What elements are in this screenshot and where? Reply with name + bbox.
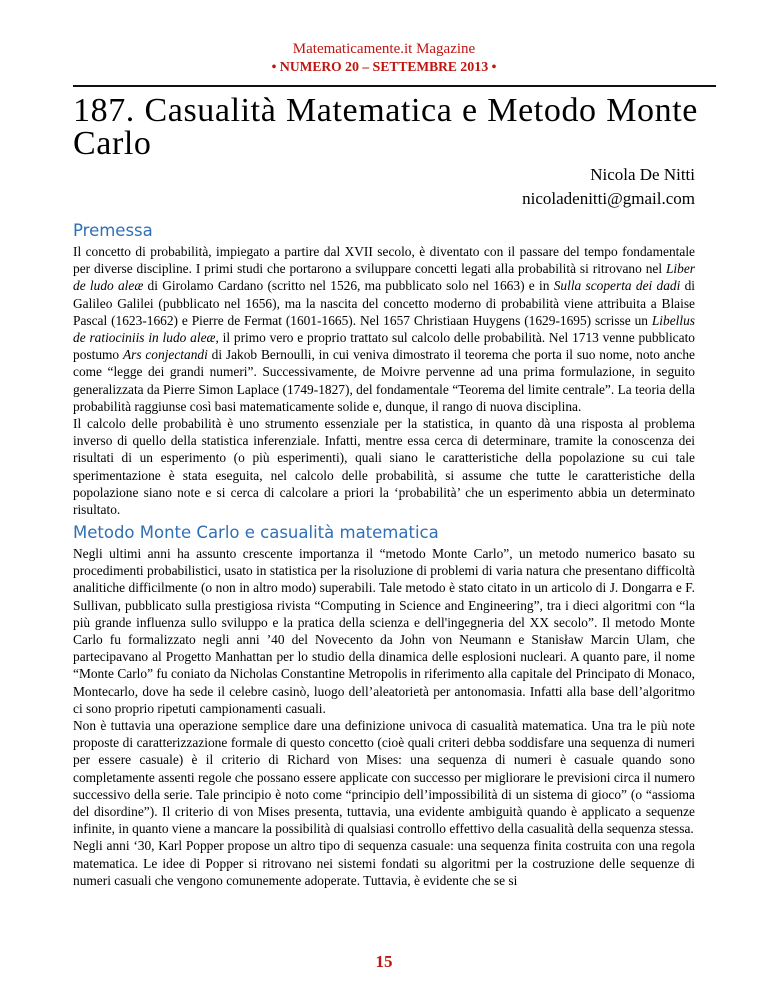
paragraph: Il calcolo delle probabilità è uno strumento essenziale per la statistica, in quanto dà una risposta al problema inverso di quello della statistica inferenziale. Infatti, mentre essa cerca di determinare, tramite la conoscenza dei risultati di un esperimento (o più esperimenti), quali siano le caratteristiche della popolazione su cui tale sperimentazione è stata eseguita, nel calcolo delle probabilità, si assume che tutte le caratteristiche della popolazione siano note e si cerca di calcolare a priori la ‘probabilità’ che un esperimento abbia un determinato risultato.: [73, 416, 695, 518]
paragraph: [73, 243, 695, 415]
magazine-name: Matematicamente.it Magazine: [292, 41, 476, 57]
bullet-right: •: [491, 59, 497, 74]
magazine-header: [0, 40, 768, 77]
section-body-monte-carlo: [73, 545, 695, 889]
text-run: di Jakob Bernoulli, in cui veniva dimostrato il teorema che porta il suo nome, noto anche come “legge dei grandi numeri”. Successivamente, de Moivre pervenne ad una prima formulazione, in seguito generalizzata da Pierre Simon Laplace (1749-1827), del fondamentale “Teorema del limite centrale”. La teoria della probabilità raggiunse così basi matematicamente solide e, dunque, il rango di nuova disciplina.: [73, 347, 696, 414]
book-title: Libellus de ratiociniis in ludo aleæ: [73, 312, 695, 346]
paragraph: Non è tuttavia una operazione semplice dare una definizione univoca di casualità matematica. Una tra le più note proposte di caratterizzazione formale di questo concetto (cioè quali criteri debba soddisfare una sequenza di numeri per essere casuale) è il criterio di Richard von Mises: una sequenza di numeri è casuale quando sono completamente assenti regole che possano essere applicate con successo per migliorare le previsioni circa il numero successivo della serie. Tale principio è noto come “principio dell’impossibilità di un sistema di gioco” (o “assioma del disordine”). Il criterio di von Mises presenta, tuttavia, una evidente ambiguità quando è applicato a sequenze infinite, in quanto viene a mancare la possibilità di qualsiasi controllo effettivo della casualità della sequenza stessa.: [73, 718, 695, 837]
issue-label-initial: N: [279, 60, 290, 75]
page-number: 15: [375, 952, 393, 971]
bullet-left: •: [271, 59, 277, 74]
section-heading-monte-carlo: Metodo Monte Carlo e casualità matematica: [73, 523, 439, 542]
section-heading-premessa: Premessa: [73, 221, 153, 240]
book-title: Liber de ludo aleæ: [73, 261, 695, 294]
text-run: , il primo vero e proprio trattato sul calcolo delle probabilità. Nel 1713 venne pubblicato postumo: [73, 330, 695, 363]
issue-dash: –: [362, 59, 370, 74]
issue-month-rest: ETTEMBRE: [380, 59, 457, 74]
paragraph: Negli anni ‘30, Karl Popper propose un altro tipo di sequenza casuale: una sequenza finita costruita con una regola matematica. Le idee di Popper si ritrovano nei sistemi fondati su algoritmi per la costruzione delle sequenze di numeri casuali che vengono comunemente adoperate. Tuttavia, è evidente che se si: [73, 838, 695, 888]
text-run: di Galileo Galilei (pubblicato nel 1656), ma la nascita del concetto moderno di probabilità viene attribuita a Blaise Pascal (1623-1662) e Pierre de Fermat (1601-1665). Nel 1657 Christiaan Huygens (1629-1695) scrisse un: [73, 278, 695, 328]
header-rule: [73, 85, 716, 87]
text-run: di Girolamo Cardano (scritto nel 1526, ma pubblicato solo nel 1663) e in: [143, 278, 554, 294]
issue-line: [0, 58, 768, 77]
book-title: Sulla scoperta dei dadi: [553, 278, 681, 294]
author-name: Nicola De Nitti: [590, 165, 695, 184]
section-body-premessa: [73, 243, 695, 518]
book-title: Ars conjectandi: [122, 347, 208, 363]
issue-month-initial: S: [372, 60, 381, 75]
author-email: nicoladenitti@gmail.com: [522, 189, 695, 208]
issue-year: 2013: [460, 60, 489, 75]
text-run: Il concetto di probabilità, impiegato a partire dal XVII secolo, è diventato con il passare del tempo fondamentale per diverse discipline. I primi studi che portarono a sviluppare concetti legati alla probabilità si ritrovano nel: [73, 244, 695, 277]
author-block: [522, 163, 695, 211]
issue-label-rest: UMERO: [289, 59, 342, 74]
paragraph: Negli ultimi anni ha assunto crescente importanza il “metodo Monte Carlo”, un metodo numerico basato su procedimenti probabilistici, usato in statistica per la risoluzione di problemi di varia natura che presentano difficoltà analitiche difficilmente (o non in altro modo) superabili. Tale metodo è stato citato in un articolo di J. Dongarra e F. Sullivan, pubblicato sulla prestigiosa rivista “Computing in Science and Engineering”, tra i dieci algoritmi con “la più grande influenza sullo sviluppo e la pratica della scienza e dell'ingegneria del XX secolo”. Il metodo Monte Carlo fu formalizzato negli anni ’40 del Novecento da John von Neumann e Stanisław Marcin Ulam, che partecipavano al Progetto Manhattan per lo studio della dinamica delle esplosioni nucleari. A quanto pare, il nome “Monte Carlo” fu coniato da Nicholas Constantine Metropolis in riferimento alla capitale del Principato di Monaco, Montecarlo, dove ha sede il celebre casinò, luogo dell’aleatorietà per antonomasia. Infatti alla base dell’algoritmo ci sono proprio ripetuti campionamenti casuali.: [73, 546, 695, 716]
article-title: 187. Casualità Matematica e Metodo Monte Carlo: [73, 92, 698, 162]
issue-number: 20: [345, 60, 360, 75]
